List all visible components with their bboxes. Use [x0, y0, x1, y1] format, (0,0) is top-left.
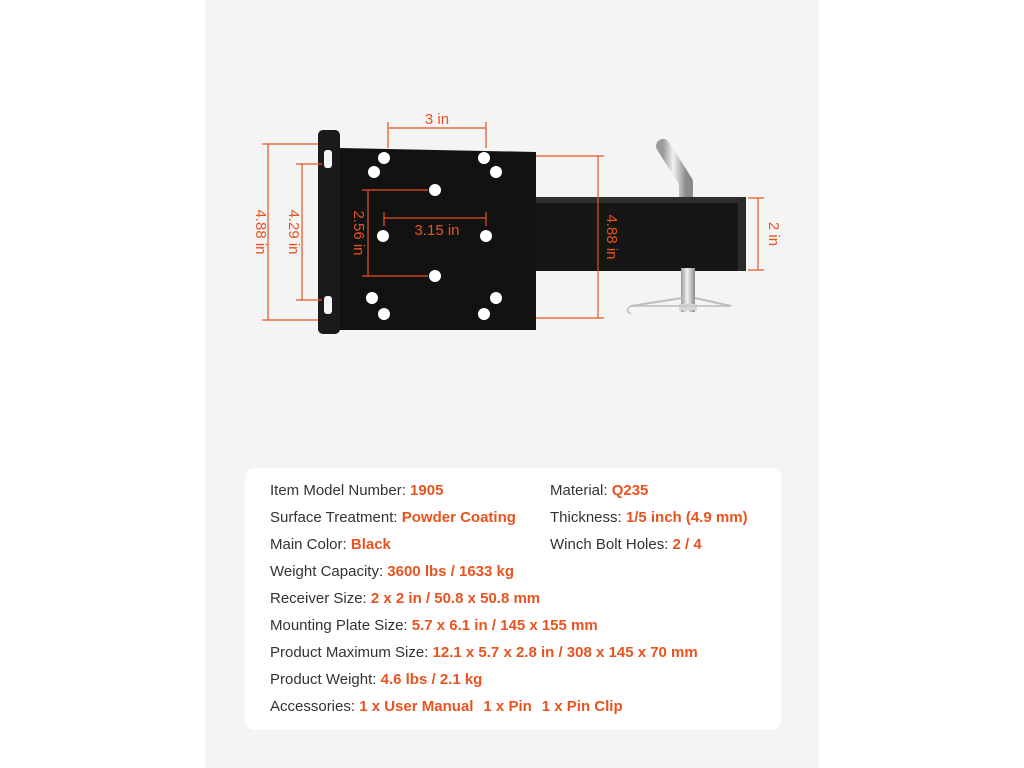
hitch-pin [628, 268, 732, 314]
spec-max-size-label: Product Maximum Size: [270, 644, 433, 661]
spec-max-size-value: 12.1 x 5.7 x 2.8 in / 308 x 145 x 70 mm [432, 644, 698, 661]
dimension-label-left-outer: 4.88 in [252, 209, 269, 255]
dimension-label-top: 3 in [424, 111, 450, 128]
accessory-pin: 1 x Pin [483, 698, 532, 715]
spec-capacity-label: Weight Capacity: [270, 563, 388, 580]
spec-thickness-label: Thickness: [550, 509, 626, 526]
spec-color-value: Black [350, 536, 391, 553]
spec-material-label: Material: [550, 482, 612, 499]
spec-plate-label: Mounting Plate Size: [270, 617, 412, 634]
spec-material [550, 482, 648, 500]
spec-model-label: Item Model Number: [270, 482, 411, 499]
dimension-label-tube: 4.88 in [603, 214, 620, 260]
spec-receiver [270, 590, 540, 608]
accessory-manual: 1 x User Manual [359, 698, 474, 715]
spec-bolt-holes [550, 536, 702, 554]
spec-card [245, 468, 781, 730]
dimension-label-holes-vertical: 2.56 in [350, 210, 367, 256]
accessory-pin-clip: 1 x Pin Clip [541, 698, 623, 715]
spec-surface-label: Surface Treatment: [270, 509, 402, 526]
spec-color-label: Main Color: [270, 536, 351, 553]
dimension-label-left-inner: 4.29 in [285, 209, 302, 255]
spec-weight [270, 671, 482, 689]
spec-receiver-label: Receiver Size: [270, 590, 371, 607]
spec-accessories [270, 698, 623, 716]
spec-plate-value: 5.7 x 6.1 in / 145 x 155 mm [411, 617, 598, 634]
spec-surface-value: Powder Coating [401, 509, 516, 526]
spec-bolt-holes-label: Winch Bolt Holes: [550, 536, 673, 553]
spec-thickness-value: 1/5 inch (4.9 mm) [625, 509, 748, 526]
spec-weight-label: Product Weight: [270, 671, 381, 688]
dimension-label-holes-horizontal: 3.15 in [414, 222, 460, 239]
spec-surface [270, 509, 516, 527]
spec-capacity [270, 563, 514, 581]
spec-plate [270, 617, 598, 635]
spec-model-value: 1905 [410, 482, 444, 499]
spec-weight-value: 4.6 lbs / 2.1 kg [380, 671, 483, 688]
spec-bolt-holes-value: 2 / 4 [672, 536, 702, 553]
receiver-tube [508, 188, 746, 282]
spec-receiver-value: 2 x 2 in / 50.8 x 50.8 mm [370, 590, 541, 607]
hitch-pin-top [663, 146, 686, 204]
spec-max-size [270, 644, 698, 662]
spec-color [270, 536, 391, 554]
spec-capacity-value: 3600 lbs / 1633 kg [387, 563, 515, 580]
spec-material-value: Q235 [611, 482, 649, 499]
dimension-label-receiver: 2 in [765, 221, 782, 247]
spec-model [270, 482, 443, 500]
spec-thickness [550, 509, 748, 527]
spec-accessories-label: Accessories: [270, 698, 360, 715]
